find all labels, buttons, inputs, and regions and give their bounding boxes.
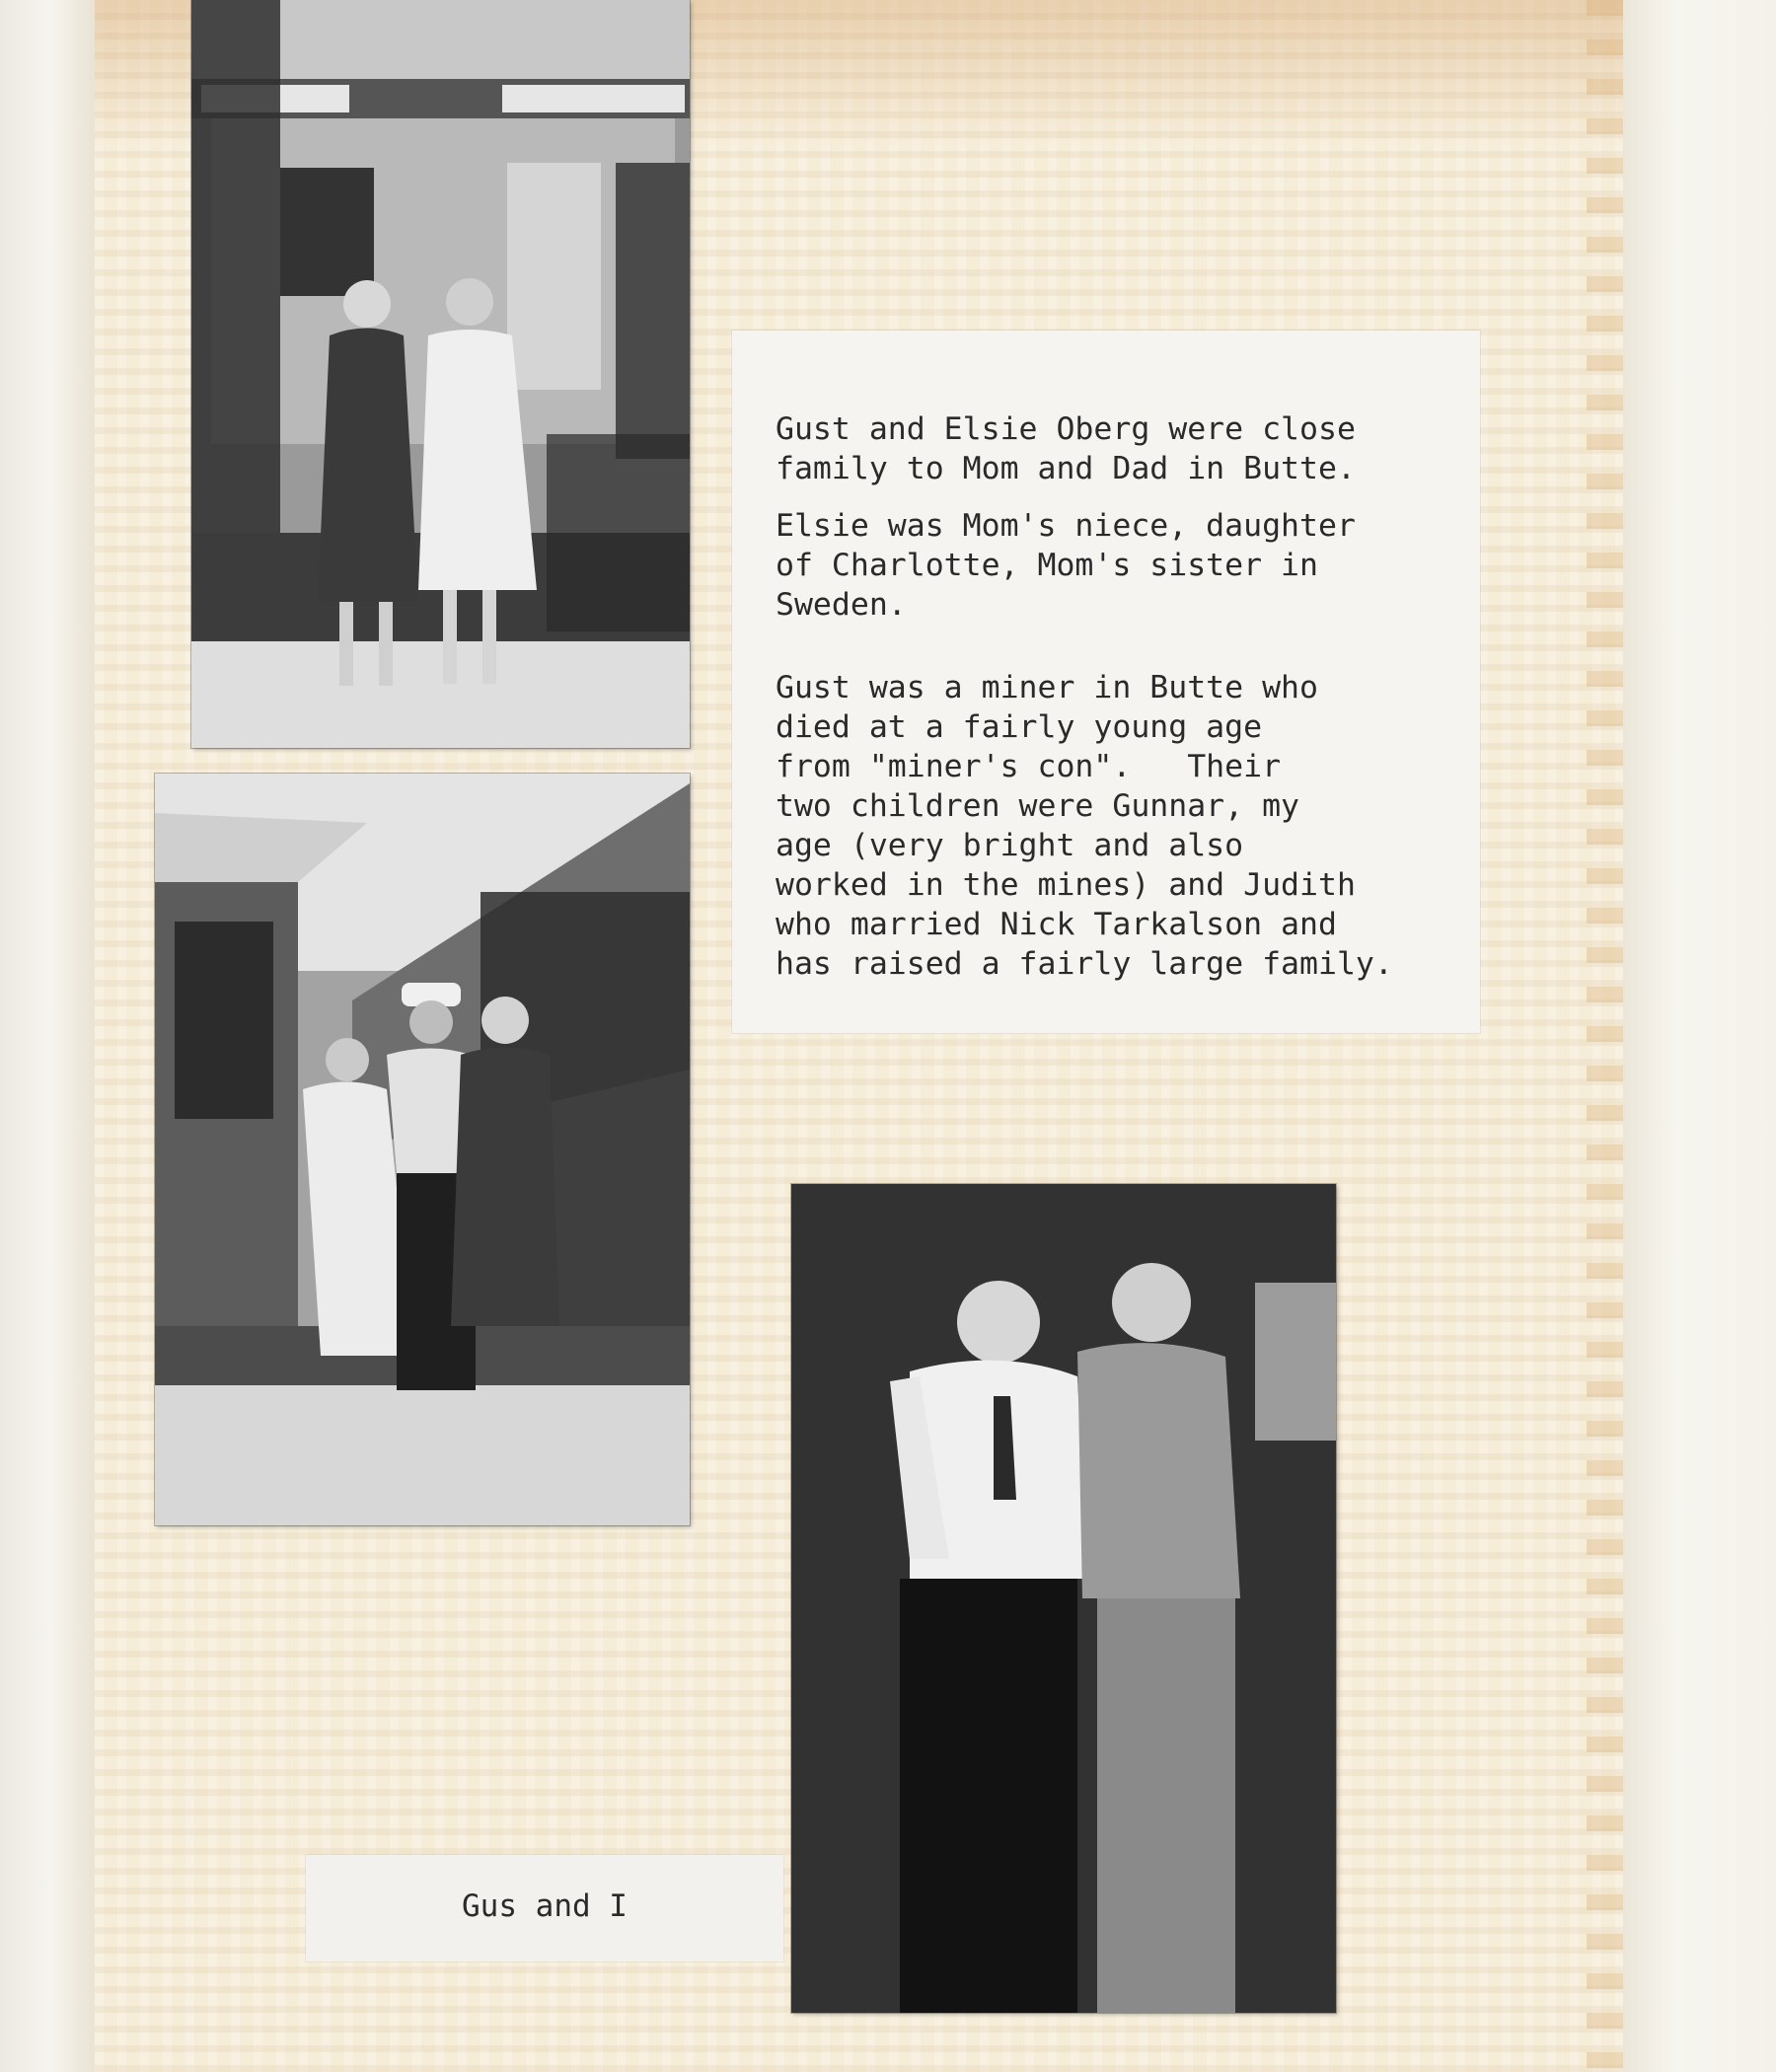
photo-three-people-house-image xyxy=(155,774,690,1525)
photo-gus-and-i-image xyxy=(791,1184,1336,2013)
photo-label-text: Gus and I xyxy=(462,1888,628,1924)
photo-label-card xyxy=(306,1855,783,1961)
photo-two-women-porch-image xyxy=(191,0,690,748)
page-scalloped-edge xyxy=(1587,0,1626,2072)
caption-paragraph-1: Gust and Elsie Oberg were close family to Mom and Dad in Butte. xyxy=(776,411,1356,486)
photo-two-women-porch xyxy=(191,0,690,748)
photo-gus-and-i xyxy=(791,1184,1336,2013)
caption-paragraph-2: Elsie was Mom's niece, daughter of Charlotte, Mom's sister in Sweden. xyxy=(776,508,1356,623)
photo-three-people-house xyxy=(155,774,690,1525)
scan-margin xyxy=(1623,0,1776,2072)
binder-edge xyxy=(0,0,95,2072)
caption-paragraph-3: Gust was a miner in Butte who died at a fairly young age from "miner's con". Their two children were Gunnar, my age (very bright and also worked in the mines) and Judith who married Nick Tarkalson and has raised a fairly large family. xyxy=(776,670,1393,982)
caption-card xyxy=(732,331,1480,1033)
